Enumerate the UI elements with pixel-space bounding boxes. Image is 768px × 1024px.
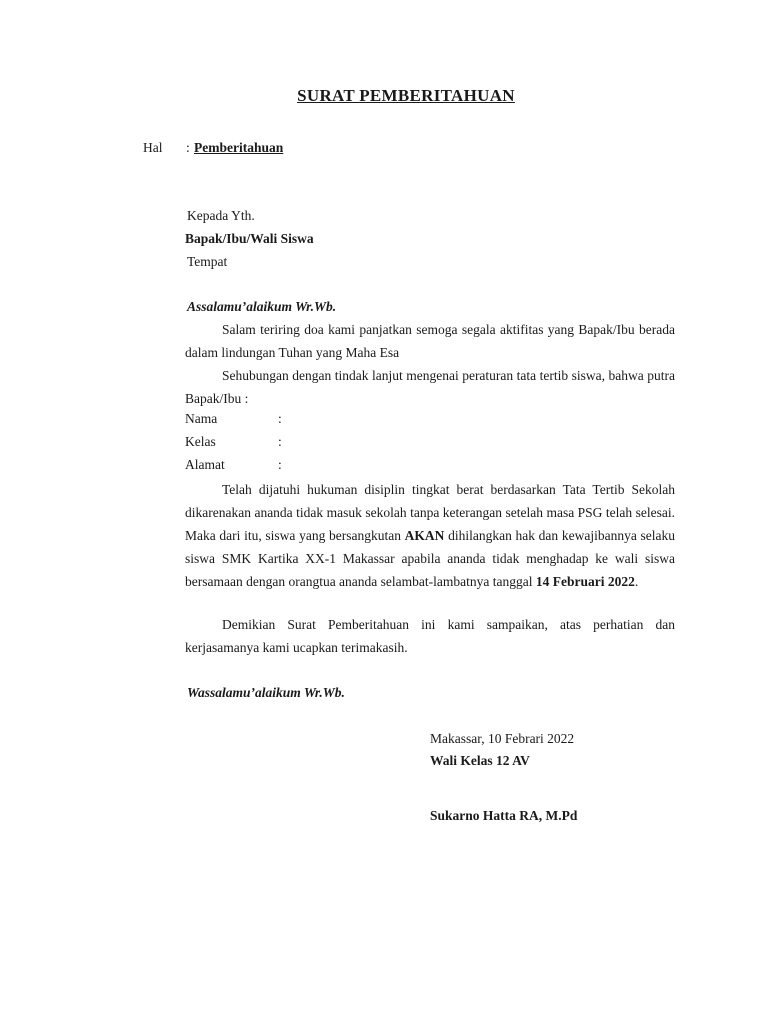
letter-title: SURAT PEMBERITAHUAN bbox=[297, 86, 515, 105]
paragraph-notice-text-2: dihilangkan hak dan kewajibannya selaku siswa SMK Kartika XX-1 Makassar apabila ananda tidak menghadap ke wali siswa bersamaan dengan orangtua ananda selambat-lambatnya tanggal bbox=[185, 528, 675, 589]
hal-value: Pemberitahuan bbox=[194, 140, 284, 155]
paragraph-notice-text-1: Telah dijatuhi hukuman disiplin tingkat berat berdasarkan Tata Tertib Sekolah dikarenakan ananda tidak masuk sekolah tanpa keterangan setelah masa PSG telah selesai. Maka dari itu, siswa yang bersangkutan bbox=[185, 482, 675, 543]
field-label-kelas: Kelas bbox=[185, 434, 216, 449]
recipient-line-3: Tempat bbox=[187, 254, 228, 269]
paragraph-notice bbox=[185, 478, 675, 593]
field-label-nama: Nama bbox=[185, 411, 218, 426]
field-label-alamat: Alamat bbox=[185, 457, 225, 472]
recipient-line-1: Kepada Yth. bbox=[187, 208, 255, 223]
paragraph-notice-emphasis-akan: AKAN bbox=[404, 528, 445, 543]
paragraph-opening: Salam teriring doa kami panjatkan semoga segala aktifitas yang Bapak/Ibu berada dalam lindungan Tuhan yang Maha Esa bbox=[185, 322, 675, 360]
hal-colon: : bbox=[186, 140, 190, 155]
hal-label: Hal bbox=[143, 140, 163, 155]
paragraph-reference: Sehubungan dengan tindak lanjut mengenai peraturan tata tertib siswa, bahwa putra Bapak/Ibu : bbox=[185, 368, 675, 406]
paragraph-notice-deadline: 14 Februari 2022 bbox=[535, 574, 635, 589]
field-colon-kelas: : bbox=[278, 434, 282, 449]
signature-name: Sukarno Hatta RA, M.Pd bbox=[430, 808, 578, 823]
greeting: Assalamu’alaikum Wr.Wb. bbox=[187, 299, 337, 314]
paragraph-closing: Demikian Surat Pemberitahuan ini kami sampaikan, atas perhatian dan kerjasamanya kami ucapkan terimakasih. bbox=[185, 617, 675, 655]
closing-greeting: Wassalamu’alaikum Wr.Wb. bbox=[187, 685, 345, 700]
field-colon-nama: : bbox=[278, 411, 282, 426]
field-colon-alamat: : bbox=[278, 457, 282, 472]
paragraph-notice-text-3: . bbox=[634, 574, 639, 589]
signature-place-date: Makassar, 10 Febrari 2022 bbox=[430, 731, 575, 746]
signature-position: Wali Kelas 12 AV bbox=[430, 753, 530, 768]
recipient-line-2: Bapak/Ibu/Wali Siswa bbox=[185, 231, 314, 246]
